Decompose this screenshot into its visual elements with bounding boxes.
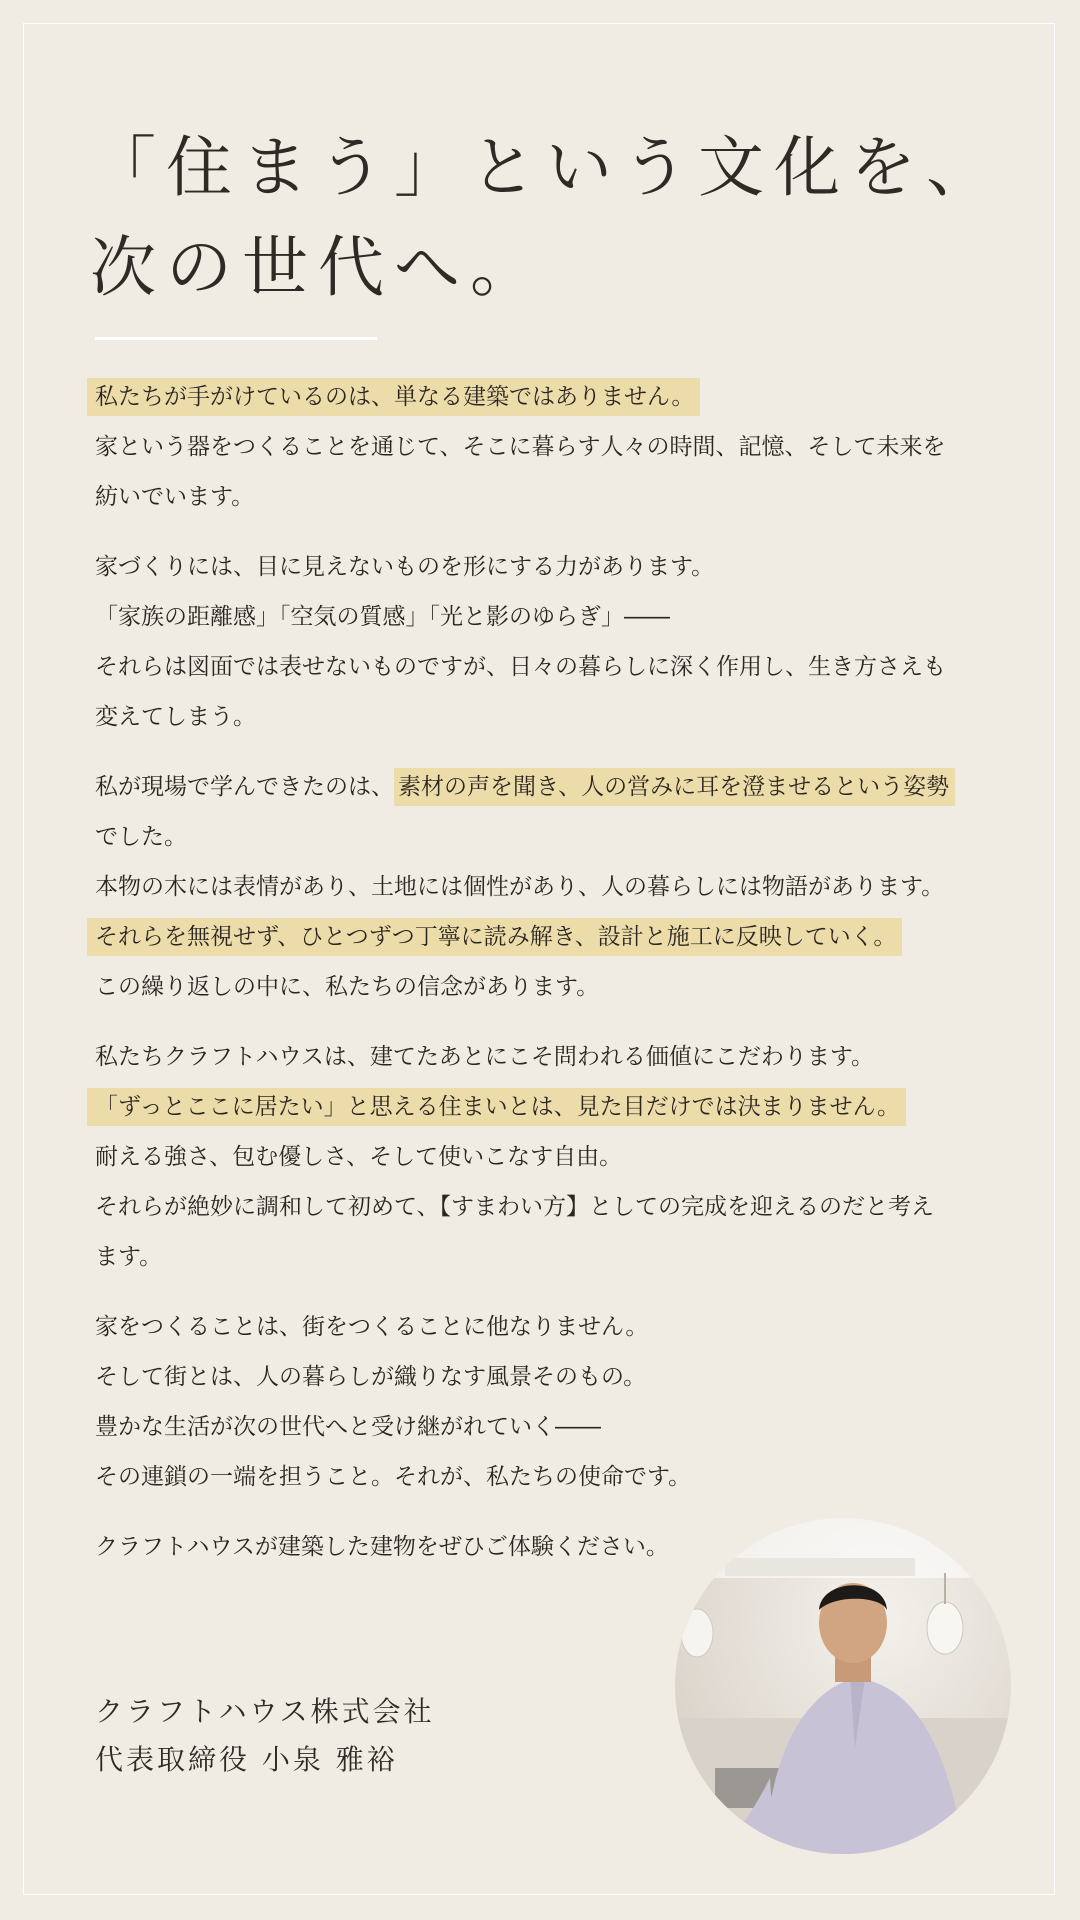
paragraph-line <box>95 1232 1015 1282</box>
representative-portrait-image <box>675 1518 1011 1854</box>
paragraph-line <box>95 812 1015 862</box>
line-text: 私が現場で学んできたのは、 <box>95 774 394 800</box>
representative-name: 代表取締役 小泉 雅裕 <box>95 1743 398 1776</box>
highlighted-text: 「ずっとここに居たい」と思える住まいとは、見た目だけでは決まりません。 <box>87 1088 906 1126</box>
line-text: でした。 <box>95 824 187 850</box>
line-text: この繰り返しの中に、私たちの信念があります。 <box>95 974 600 1000</box>
title-divider <box>95 337 377 340</box>
paragraph-line <box>95 1032 1015 1082</box>
paragraph-line <box>95 1352 1015 1402</box>
signature <box>95 1688 435 1784</box>
line-text: 本物の木には表情があり、土地には個性があり、人の暮らしには物語があります。 <box>95 874 945 900</box>
paragraph <box>95 1302 1015 1502</box>
paragraph-line <box>95 1182 1015 1232</box>
paragraph-line <box>95 372 1015 422</box>
paragraph <box>95 372 1015 522</box>
paragraph-line <box>95 862 1015 912</box>
line-text: 変えてしまう。 <box>95 704 256 730</box>
title-line-2: 次の世代へ。 <box>90 229 546 306</box>
line-text: 「家族の距離感」「空気の質感」「光と影のゆらぎ」―― <box>95 604 670 630</box>
paragraph-line <box>95 642 1015 692</box>
highlighted-text: 私たちが手がけているのは、単なる建築ではありません。 <box>87 378 700 416</box>
line-text: その連鎖の一端を担うこと。それが、私たちの使命です。 <box>95 1464 692 1490</box>
paragraph-line <box>95 1402 1015 1452</box>
line-text: 家をつくることは、街をつくることに他なりません。 <box>95 1314 649 1340</box>
company-name: クラフトハウス株式会社 <box>95 1695 435 1728</box>
highlighted-text: 素材の声を聞き、人の営みに耳を澄ませるという姿勢 <box>394 768 955 806</box>
paragraph-line <box>95 472 1015 522</box>
line-text: それらが絶妙に調和して初めて、【すまわい方】としての完成を迎えるのだと考え <box>95 1194 935 1220</box>
line-text: 耐える強さ、包む優しさ、そして使いこなす自由。 <box>95 1144 623 1170</box>
representative-photo <box>675 1518 1011 1854</box>
line-text: そして街とは、人の暮らしが織りなす風景そのもの。 <box>95 1364 647 1390</box>
paragraph-line <box>95 1452 1015 1502</box>
line-text: 紡いでいます。 <box>95 484 255 510</box>
paragraph-line <box>95 1082 1015 1132</box>
paragraph <box>95 542 1015 742</box>
highlighted-text: それらを無視せず、ひとつずつ丁寧に読み解き、設計と施工に反映していく。 <box>87 918 902 956</box>
paragraph <box>95 1032 1015 1282</box>
line-text: クラフトハウスが建築した建物をぜひご体験ください。 <box>95 1534 669 1560</box>
paragraph-line <box>95 422 1015 472</box>
line-text: 家づくりには、目に見えないものを形にする力があります。 <box>95 554 715 580</box>
line-text: 豊かな生活が次の世代へと受け継がれていく―― <box>95 1414 601 1440</box>
paragraph-line <box>95 542 1015 592</box>
line-text: 家という器をつくることを通じて、そこに暮らす人々の時間、記憶、そして未来を <box>95 434 946 460</box>
paragraph-line <box>95 1302 1015 1352</box>
paragraph-line <box>95 962 1015 1012</box>
paragraph-line <box>95 1132 1015 1182</box>
paragraph <box>95 762 1015 1012</box>
paragraph-line <box>95 692 1015 742</box>
page-title <box>90 118 1002 318</box>
paragraph-line <box>95 912 1015 962</box>
line-text: ます。 <box>95 1244 163 1270</box>
paragraph-line <box>95 762 1015 812</box>
paragraph-line <box>95 592 1015 642</box>
message-body <box>95 372 1015 1592</box>
line-text: 私たちクラフトハウスは、建てたあとにこそ問われる価値にこだわります。 <box>95 1044 875 1070</box>
title-line-1: 「住まう」という文化を、 <box>90 129 1002 206</box>
line-text: それらは図面では表せないものですが、日々の暮らしに深く作用し、生き方さえも <box>95 654 946 680</box>
